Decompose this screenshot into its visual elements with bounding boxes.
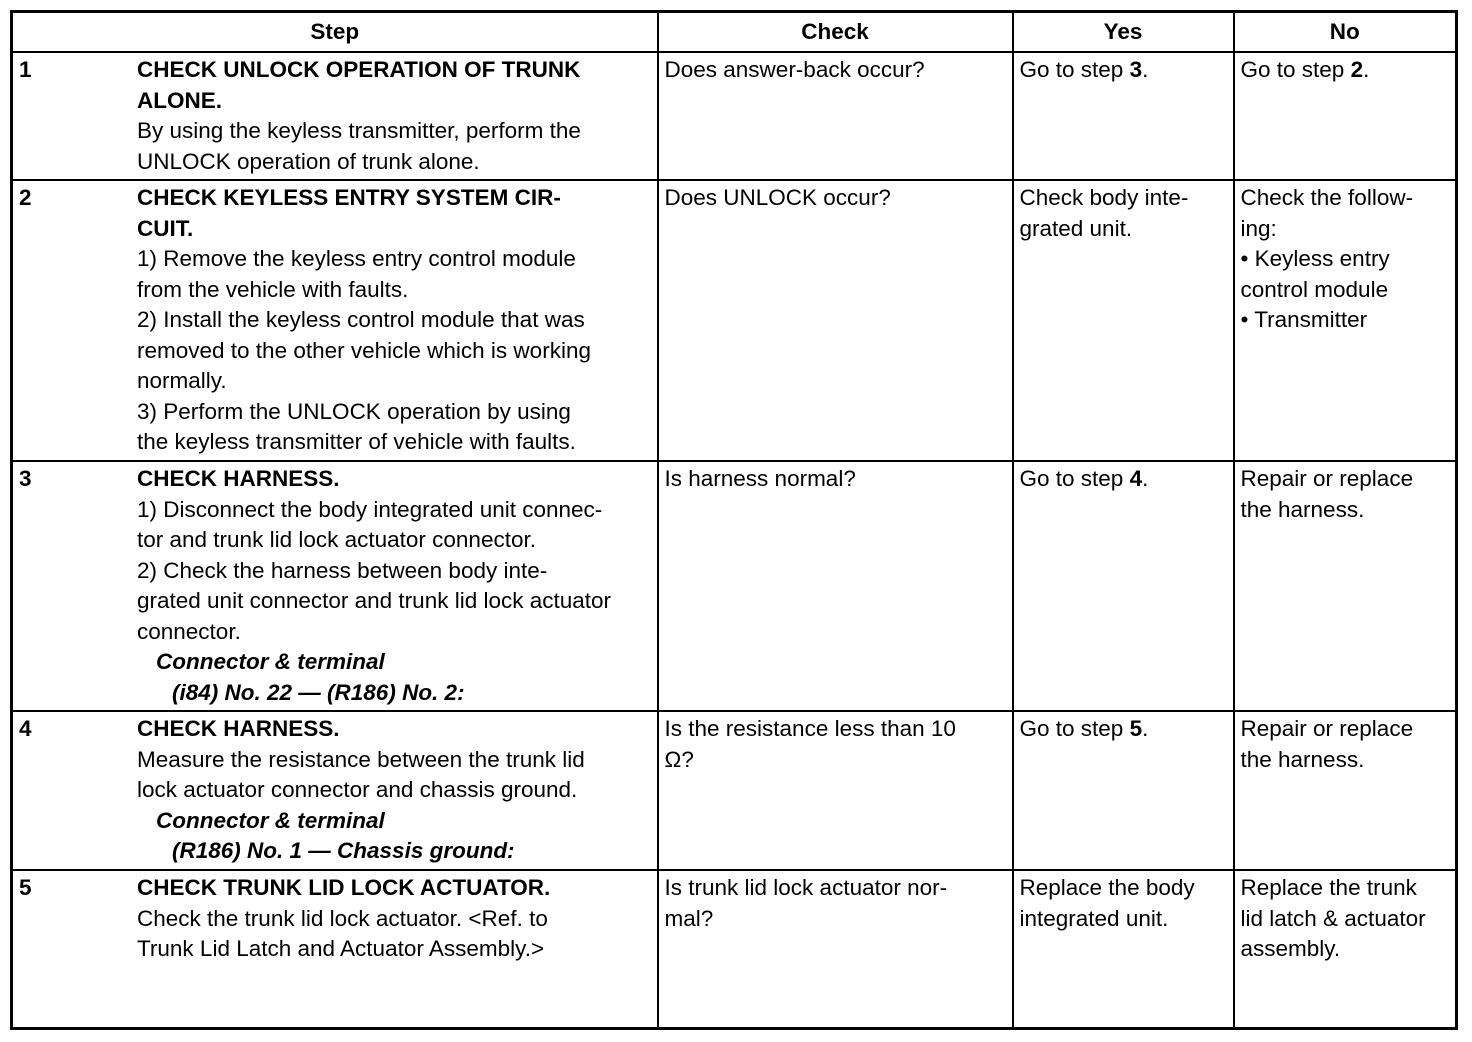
yes-text: Check body inte- bbox=[1019, 185, 1189, 210]
step-title-cont: ALONE. bbox=[137, 87, 223, 113]
step-text: connector. bbox=[137, 618, 241, 644]
table-row bbox=[12, 52, 1457, 180]
step-text: removed to the other vehicle which is working bbox=[137, 337, 591, 363]
check-text: Is the resistance less than 10 bbox=[664, 716, 956, 741]
step-text: 2) Install the keyless control module that was bbox=[137, 307, 585, 332]
check-cell bbox=[658, 870, 1013, 1028]
table-row bbox=[12, 870, 1457, 1028]
no-cell bbox=[1234, 711, 1457, 870]
table-row bbox=[12, 461, 1457, 711]
no-cell bbox=[1234, 870, 1457, 1028]
no-text: the harness. bbox=[1240, 496, 1365, 522]
step-text: 1) Disconnect the body integrated unit connec- bbox=[137, 496, 603, 522]
step-cell bbox=[12, 870, 658, 1028]
step-number: 3 bbox=[19, 466, 32, 491]
step-title-cont: CUIT. bbox=[137, 215, 194, 241]
no-text: Repair or replace bbox=[1240, 466, 1414, 491]
step-text: tor and trunk lid lock actuator connector. bbox=[137, 527, 536, 552]
no-cell bbox=[1234, 180, 1457, 461]
check-text: Is trunk lid lock actuator nor- bbox=[664, 875, 948, 900]
connector-label: Connector & terminal bbox=[156, 649, 385, 674]
header-step: Step bbox=[12, 12, 658, 53]
yes-cell: Go to step 4. bbox=[1013, 461, 1234, 711]
no-cell: Go to step 2. bbox=[1234, 52, 1457, 180]
yes-text: Replace the body bbox=[1019, 875, 1195, 900]
connector-label: Connector & terminal bbox=[156, 807, 385, 833]
header-no: No bbox=[1234, 12, 1457, 53]
check-cell bbox=[658, 461, 1013, 711]
connector-terminal: (R186) No. 1 — Chassis ground: bbox=[172, 838, 515, 863]
step-text: from the vehicle with faults. bbox=[137, 276, 409, 302]
check-cell bbox=[658, 711, 1013, 870]
table-row bbox=[12, 711, 1457, 870]
yes-text: Go to step bbox=[1019, 57, 1130, 82]
no-step-ref: 2 bbox=[1350, 57, 1364, 82]
yes-text: Go to step bbox=[1019, 716, 1130, 741]
yes-cell: Go to step 5. bbox=[1013, 711, 1234, 870]
step-number: 1 bbox=[19, 57, 32, 82]
check-text: mal? bbox=[664, 905, 714, 931]
header-check: Check bbox=[658, 12, 1013, 53]
step-text: 3) Perform the UNLOCK operation by using bbox=[137, 398, 571, 424]
step-title: CHECK TRUNK LID LOCK ACTUATOR. bbox=[137, 875, 551, 900]
step-title: CHECK HARNESS. bbox=[137, 466, 340, 491]
step-cell bbox=[12, 461, 658, 711]
header-row bbox=[12, 12, 1457, 53]
no-bullet-item: • Keyless entry bbox=[1240, 246, 1390, 271]
step-text: Trunk Lid Latch and Actuator Assembly.> bbox=[137, 936, 545, 961]
step-title: CHECK KEYLESS ENTRY SYSTEM CIR- bbox=[137, 185, 561, 210]
no-text: lid latch & actuator bbox=[1240, 905, 1426, 931]
no-cell bbox=[1234, 461, 1457, 711]
no-text: the harness. bbox=[1240, 746, 1365, 772]
check-text: Does answer-back occur? bbox=[664, 57, 925, 82]
yes-cell bbox=[1013, 870, 1234, 1028]
connector-terminal: (i84) No. 22 — (R186) No. 2: bbox=[172, 679, 465, 705]
step-text: lock actuator connector and chassis ground. bbox=[137, 777, 578, 802]
step-cell bbox=[12, 711, 658, 870]
step-text: 1) Remove the keyless entry control module bbox=[137, 246, 576, 271]
yes-text: integrated unit. bbox=[1019, 905, 1169, 931]
step-text: UNLOCK operation of trunk alone. bbox=[137, 148, 480, 174]
no-text: ing: bbox=[1240, 215, 1277, 241]
yes-cell: Go to step 3. bbox=[1013, 52, 1234, 180]
check-text: Does UNLOCK occur? bbox=[664, 185, 891, 210]
yes-step-ref: 5 bbox=[1129, 716, 1143, 741]
step-cell bbox=[12, 180, 658, 461]
step-title: CHECK HARNESS. bbox=[137, 716, 340, 741]
check-text: Is harness normal? bbox=[664, 466, 856, 491]
no-text: Check the follow- bbox=[1240, 185, 1414, 210]
no-text: assembly. bbox=[1240, 936, 1341, 961]
diagnostic-table bbox=[10, 10, 1458, 1030]
yes-step-ref: 3 bbox=[1129, 57, 1143, 82]
step-text: grated unit connector and trunk lid lock actuator bbox=[137, 588, 612, 613]
step-text: Check the trunk lid lock actuator. <Ref. to bbox=[137, 905, 548, 931]
step-text: By using the keyless transmitter, perform the bbox=[137, 118, 581, 143]
step-number: 4 bbox=[19, 716, 32, 741]
step-text: 2) Check the harness between body inte- bbox=[137, 557, 548, 583]
header-yes: Yes bbox=[1013, 12, 1234, 53]
no-text: Repair or replace bbox=[1240, 716, 1414, 741]
step-number: 5 bbox=[19, 875, 32, 900]
no-text: Replace the trunk bbox=[1240, 875, 1417, 900]
step-text: Measure the resistance between the trunk lid bbox=[137, 746, 585, 772]
table-row bbox=[12, 180, 1457, 461]
yes-step-ref: 4 bbox=[1129, 466, 1143, 491]
yes-text: Go to step bbox=[1019, 466, 1130, 491]
yes-cell bbox=[1013, 180, 1234, 461]
no-text: Go to step bbox=[1240, 57, 1351, 82]
step-title: CHECK UNLOCK OPERATION OF TRUNK bbox=[137, 57, 581, 82]
check-cell bbox=[658, 52, 1013, 180]
yes-text: grated unit. bbox=[1019, 215, 1133, 241]
check-cell bbox=[658, 180, 1013, 461]
no-text: control module bbox=[1240, 276, 1389, 302]
step-number: 2 bbox=[19, 185, 32, 210]
check-text: Ω? bbox=[664, 746, 694, 772]
step-text: the keyless transmitter of vehicle with faults. bbox=[137, 429, 576, 454]
step-text: normally. bbox=[137, 368, 227, 393]
no-bullet-item: • Transmitter bbox=[1240, 307, 1368, 332]
step-cell bbox=[12, 52, 658, 180]
